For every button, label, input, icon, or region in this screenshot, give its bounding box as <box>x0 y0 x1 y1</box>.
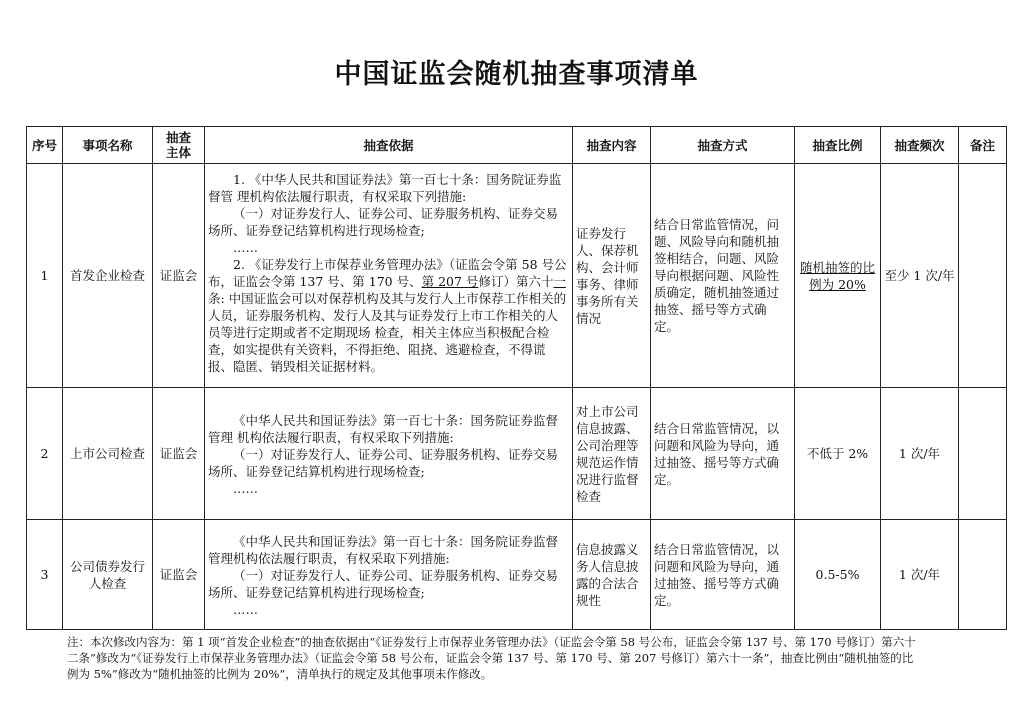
basis-text: 条: 中国证监会可以对保荐机构及其与发行人上市保荐工作相关的人员，证券服务机构、发行人及其与证券发行上市工作相关的人员等进行定期或者不定期现场 检查，相关主体应当积极配合检查，如实提供有关资料，不得拒绝、阻挠、逃避检查，不得谎报、隐匿、销毁相关证据材料。 <box>208 291 567 374</box>
basis-paragraph: 《中华人民共和国证券法》第一百七十条：国务院证券监督管理 机构依法履行职责，有权采取下列措施: <box>208 413 559 445</box>
row-subject: 证监会 <box>153 520 205 630</box>
row-remark <box>959 164 1007 388</box>
row-frequency: 1 次/年 <box>881 388 959 520</box>
footnote-line: 注：本次修改内容为：第 1 项“首发企业检查”的抽查依据由“《证券发行上市保荐业务管理办法》（证监会令第 58 号公布，证监会令第 137 号、第 170 号修订）第六十 <box>67 635 916 649</box>
header-content: 抽查内容 <box>573 127 651 164</box>
row-name: 公司债券发行人检查 <box>63 520 153 630</box>
basis-underlined-text: 第 207 号 <box>421 274 479 289</box>
basis-underlined-text: 一 <box>553 274 566 289</box>
basis-paragraph <box>208 256 569 375</box>
basis-ellipsis: …… <box>233 240 258 255</box>
header-remark: 备注 <box>959 127 1007 164</box>
document-title: 中国证监会随机抽查事项清单 <box>334 59 699 90</box>
basis-paragraph: 《中华人民共和国证券法》第一百七十条：国务院证券监督管理机构依法履行职责，有权采取下列措施: <box>208 534 559 566</box>
row-subject: 证监会 <box>153 164 205 388</box>
row-content: 信息披露义务人信息披露的合法合规性 <box>573 520 651 630</box>
row-method: 结合日常监管情况，以问题和风险为导向，通过抽签、摇号等方式确定。 <box>651 388 795 520</box>
basis-paragraph: （一）对证券发行人、证券公司、证券服务机构、证券交易场所、证券登记结算机构进行现场检查; <box>208 447 559 479</box>
row-frequency: 1 次/年 <box>881 520 959 630</box>
inspection-table <box>26 126 1007 630</box>
row-remark <box>959 388 1007 520</box>
table-row <box>27 388 1007 520</box>
basis-paragraph: 1. 《中华人民共和国证券法》第一百七十条：国务院证券监督管 理机构依法履行职责，有权采取下列措施: <box>208 172 562 204</box>
basis-ellipsis: …… <box>233 602 258 617</box>
row-no: 1 <box>27 164 63 388</box>
row-ratio <box>795 164 881 388</box>
table-row <box>27 164 1007 388</box>
row-frequency: 至少 1 次/年 <box>881 164 959 388</box>
header-no: 序号 <box>27 127 63 164</box>
row-no: 2 <box>27 388 63 520</box>
row-name: 上市公司检查 <box>63 388 153 520</box>
row-content: 证券发行人、保荐机构、会计师事务、律师事务所有关情况 <box>573 164 651 388</box>
row-method: 结合日常监管情况，以问题和风险为导向，通过抽签、摇号等方式确定。 <box>651 520 795 630</box>
row-basis <box>205 520 573 630</box>
row-remark <box>959 520 1007 630</box>
footnote-line: 二条”修改为“《证券发行上市保荐业务管理办法》（证监会令第 58 号公布，证监会令第 137 号、第 170 号、第 207 号修订）第六十一条”，抽查比例由“随机抽签的比 <box>67 651 914 665</box>
header-basis: 抽查依据 <box>205 127 573 164</box>
row-ratio: 不低于 2% <box>795 388 881 520</box>
row-ratio: 0.5-5% <box>795 520 881 630</box>
header-name: 事项名称 <box>63 127 153 164</box>
header-ratio: 抽查比例 <box>795 127 881 164</box>
row-subject: 证监会 <box>153 388 205 520</box>
table-row <box>27 520 1007 630</box>
row-name: 首发企业检查 <box>63 164 153 388</box>
row-method: 结合日常监管情况，问题、风险导向和随机抽签相结合，问题、风险导向根据问题、风险性质确定，随机抽签通过抽签、摇号等方式确定。 <box>651 164 795 388</box>
row-basis <box>205 388 573 520</box>
header-row <box>27 127 1007 164</box>
basis-paragraph: （一）对证券发行人、证券公司、证券服务机构、证券交易场所、证券登记结算机构进行现场检查; <box>208 206 559 238</box>
header-subject: 抽查 主体 <box>153 127 205 164</box>
row-basis <box>205 164 573 388</box>
basis-text: 修订）第六十 <box>478 274 554 289</box>
footnote <box>67 634 967 682</box>
header-method: 抽查方式 <box>651 127 795 164</box>
ratio-underlined-text: 随机抽签的比例为 20% <box>799 259 875 292</box>
row-content: 对上市公司信息披露、公司治理等规范运作情况进行监督 检查 <box>573 388 651 520</box>
footnote-line: 例为 5%”修改为“随机抽签的比例为 20%”，清单执行的规定及其他事项未作修改。 <box>67 667 493 681</box>
basis-text: 2. 《证券发行上市保荐业务管理办法》（证监会令第 58 号公布，证监会令第 137 号、第 170 号、 <box>208 257 567 289</box>
basis-ellipsis: …… <box>233 481 258 496</box>
row-no: 3 <box>27 520 63 630</box>
header-frequency: 抽查频次 <box>881 127 959 164</box>
basis-paragraph: （一）对证券发行人、证券公司、证券服务机构、证券交易场所、证券登记结算机构进行现场检查; <box>208 568 559 600</box>
